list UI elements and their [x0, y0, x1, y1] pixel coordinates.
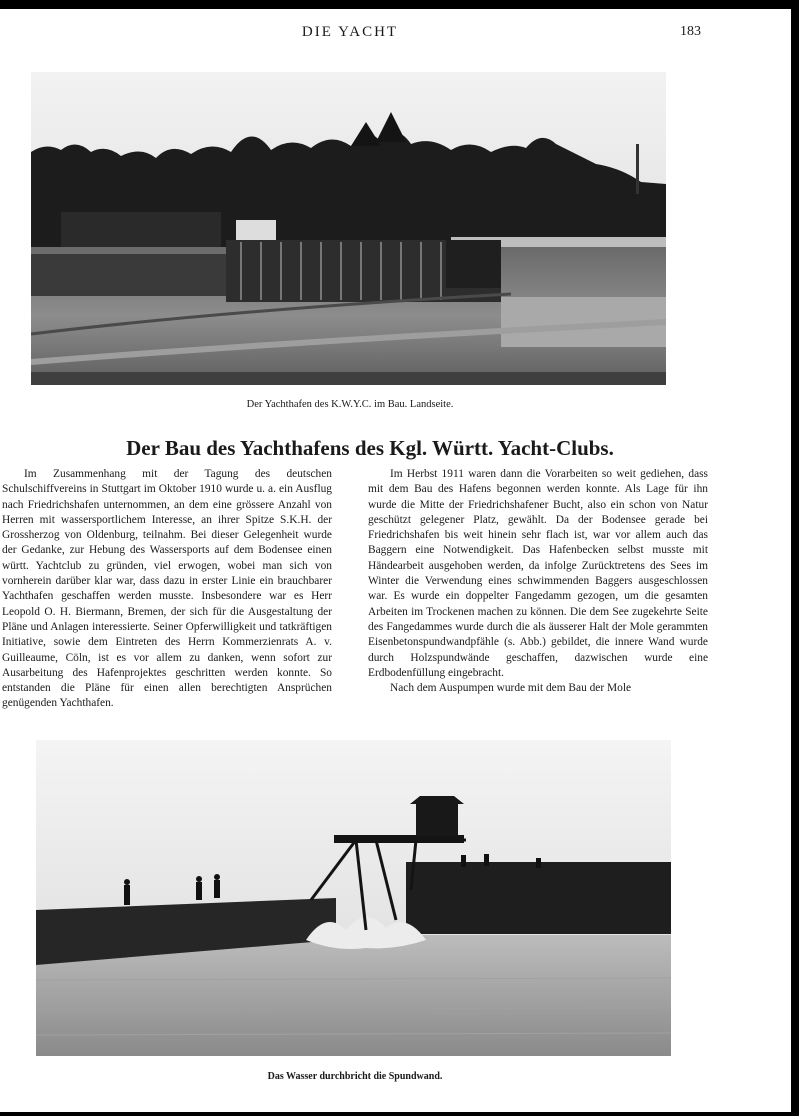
article-column-right — [368, 467, 708, 696]
paragraph: Im Zusammenhang mit der Tagung des deutschen Schulschiffvereins in Stuttgart im Oktober 1910 wurde u. a. ein Ausflug nach Friedrichshafen unternommen, an dem eine grössere Anzahl von Herren mit wassersportlichem Interesse, an ihrer Spitze S.K.H. der Grossherzog von Oldenburg, teilnahm. Bei dieser Gelegenheit wurde der Gedanke, zur Hebung des Wassersports auf dem Bodensee einen württ. Yachtclub zu gründen, viel erwogen, wobei man sich von vornherein darüber klar war, dass dazu in erster Linie ein brauchbarer Yachthafen geschaffen werden musste. Insbesondere war es Herr Leopold O. H. Biermann, Bremen, der sich für die Ausgestaltung der Pläne und Anlagen interessierte. Seiner Opferwilligkeit und tatkräftigen Initiative, sowie dem Eintreten des Herrn Kommerzienrats A. v. Guilleaume, Cöln, ist es vor allem zu danken, wenn sofort zur Ausarbeitung des Hafenprojektes geschritten werden konnte. So entstanden die Pläne für einen allen berechtigten Ansprüchen genügenden Yachthafen. — [2, 468, 332, 710]
article-column-left — [2, 467, 332, 712]
paragraph: Im Herbst 1911 waren dann die Vorarbeiten so weit gediehen, dass mit dem Bau des Hafens begonnen werden konnte. Als Lage für ihn wurde die Mitte der Friedrichshafener Bucht, also ein schon von Natur geschützt gelegener Platz, gewählt. Da der Bodensee gerade bei Friedrichshafen bis weit hinein sehr flach ist, war vor allem auch das Baggern eine Notwendigkeit. Das Hafenbecken selbst musste mit Händearbeit ausgehoben werden, da infolge Zurücktretens des Sees im Winter die Verwendung eines schwimmenden Baggers ausgeschlossen war. Es wurde ein doppelter Fangedamm gezogen, um die gesamten Arbeiten im Trockenen machen zu können. Die dem See zugekehrte Seite des Fangedammes wurde durch die als äusserer Halt der Mole gerammten Eisenbetonspundwandpfähle (s. Abb.) gebildet, die innere Wand wurde durch Holzspundwände geschaffen, dazwischen wurde eine Erdbodenfüllung eingebracht. — [368, 468, 708, 679]
figure-caption: Das Wasser durchbricht die Spundwand. — [267, 1071, 443, 1082]
water-breakthrough-photo — [36, 740, 671, 1056]
harbour-construction-photo — [31, 72, 666, 385]
page-border-bottom — [0, 1112, 799, 1116]
paragraph: Nach dem Auspumpen wurde mit dem Bau der Mole — [390, 682, 632, 695]
page-number: 183 — [680, 24, 701, 39]
figure-caption: Der Yachthafen des K.W.Y.C. im Bau. Landseite. — [246, 399, 454, 410]
article-title: Der Bau des Yachthafens des Kgl. Württ. Yacht-Clubs. — [126, 436, 614, 460]
page-border-right — [791, 0, 799, 1116]
running-head: DIE YACHT — [301, 24, 399, 40]
page-border-top — [0, 0, 799, 9]
